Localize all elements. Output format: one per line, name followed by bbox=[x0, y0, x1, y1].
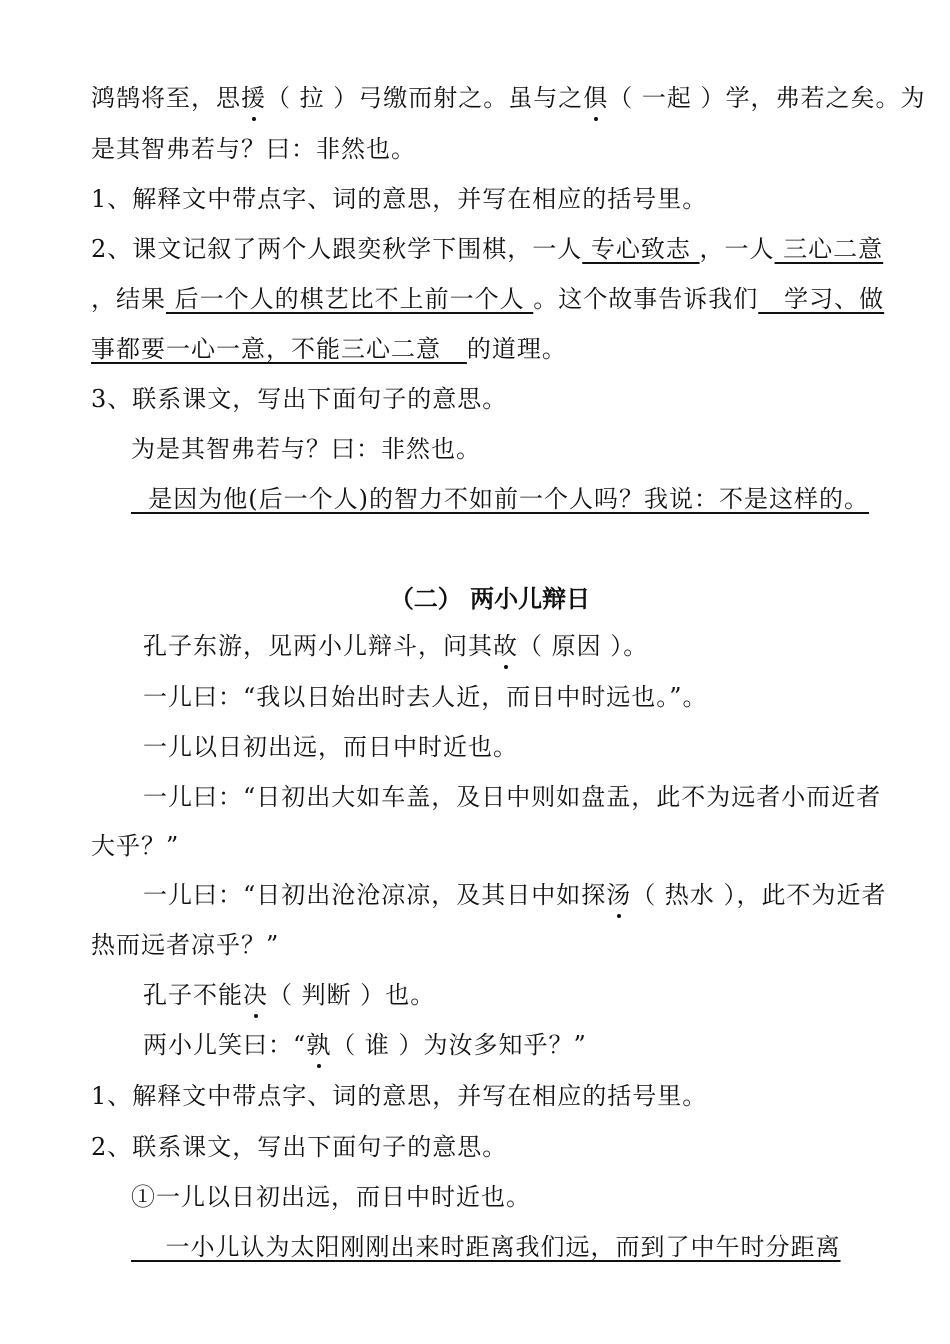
question-2-answer bbox=[131, 1231, 926, 1263]
question-text: 的道理。 bbox=[466, 335, 567, 363]
answer-blank: 三心二意 bbox=[774, 235, 884, 263]
dotted-character: 汤 bbox=[606, 881, 632, 909]
answer-blank: 专心致志 bbox=[582, 235, 700, 263]
question-text: ，一人 bbox=[699, 235, 775, 263]
answer-blank: 事都要一心一意，不能三心二意 bbox=[91, 335, 467, 363]
text-segment: （ 一起 ）学，弗若之矣。为 bbox=[608, 84, 926, 112]
passage-paragraph-4b: 大乎？” bbox=[91, 832, 180, 860]
answer-blank: 后一个人的棋艺比不上前一个人 bbox=[166, 285, 534, 313]
text-segment: （ 热水 ），此不为近者 bbox=[631, 881, 887, 909]
question-2: 2、联系课文，写出下面句子的意思。 bbox=[91, 1133, 508, 1161]
passage-paragraph-2: 一儿曰：“我以日始出时去人近，而日中时远也。”。 bbox=[143, 683, 708, 711]
question-2-line-1 bbox=[91, 233, 886, 265]
text-segment: 孔子不能 bbox=[143, 981, 243, 1009]
answer-blank: 一小儿认为太阳刚刚出来时距离我们远，而到了中午时分距离 bbox=[131, 1233, 841, 1261]
question-2-line-2 bbox=[91, 283, 886, 315]
passage-paragraph-7 bbox=[143, 1029, 938, 1061]
text-segment: 一儿曰：“日初出沧沧凉凉，及其日中如探 bbox=[143, 881, 607, 909]
answer-blank: 是因为他(后一个人)的智力不如前一个人吗？我说：不是这样的。 bbox=[131, 485, 869, 513]
text-segment: 孔子东游，见两小儿辩斗，问其 bbox=[143, 632, 493, 660]
question-text: ，结果 bbox=[91, 285, 166, 313]
section-title: （二） 两小儿辩日 bbox=[389, 585, 591, 613]
text-segment: （ 原因 ）。 bbox=[518, 632, 649, 660]
question-2-sentence: ①一儿以日初出远，而日中时近也。 bbox=[131, 1183, 531, 1211]
text-segment: （ 判断 ）也。 bbox=[268, 981, 436, 1009]
passage-paragraph-3: 一儿以日初出远，而日中时近也。 bbox=[143, 733, 518, 761]
passage-paragraph-5b: 热而远者凉乎？” bbox=[91, 931, 280, 959]
question-3-sentence: 为是其智弗若与？曰：非然也。 bbox=[131, 435, 481, 463]
question-1: 1、解释文中带点字、词的意思，并写在相应的括号里。 bbox=[91, 1082, 708, 1110]
question-2-line-3 bbox=[91, 333, 886, 365]
question-3: 3、联系课文，写出下面句子的意思。 bbox=[91, 385, 508, 413]
dotted-character: 俱 bbox=[583, 84, 609, 112]
dotted-character: 故 bbox=[493, 632, 518, 660]
passage-line-2: 是其智弗若与？曰：非然也。 bbox=[91, 135, 416, 163]
dotted-character: 援 bbox=[241, 84, 266, 112]
passage-paragraph-5a bbox=[143, 879, 938, 911]
question-1: 1、解释文中带点字、词的意思，并写在相应的括号里。 bbox=[91, 185, 708, 213]
question-text: 。这个故事告诉我们 bbox=[533, 285, 759, 313]
passage-paragraph-1 bbox=[143, 630, 938, 662]
passage-line-1 bbox=[91, 82, 926, 114]
text-segment: （ 谁 ）为汝多知乎？” bbox=[331, 1031, 587, 1059]
text-segment: （ 拉 ）弓缴而射之。虽与之 bbox=[266, 84, 584, 112]
dotted-character: 决 bbox=[243, 981, 268, 1009]
passage-paragraph-4a: 一儿曰：“日初出大如车盖，及日中则如盘盂，此不为远者小而近者 bbox=[143, 783, 882, 811]
question-3-answer bbox=[131, 483, 926, 515]
answer-blank: 学习、做 bbox=[758, 285, 885, 313]
text-segment: 鸿鹄将至，思 bbox=[91, 84, 241, 112]
text-segment: 两小儿笑曰：“ bbox=[143, 1031, 307, 1059]
question-text: 2、课文记叙了两个人跟奕秋学下围棋，一人 bbox=[91, 235, 583, 263]
dotted-character: 孰 bbox=[306, 1031, 332, 1059]
passage-paragraph-6 bbox=[143, 979, 938, 1011]
